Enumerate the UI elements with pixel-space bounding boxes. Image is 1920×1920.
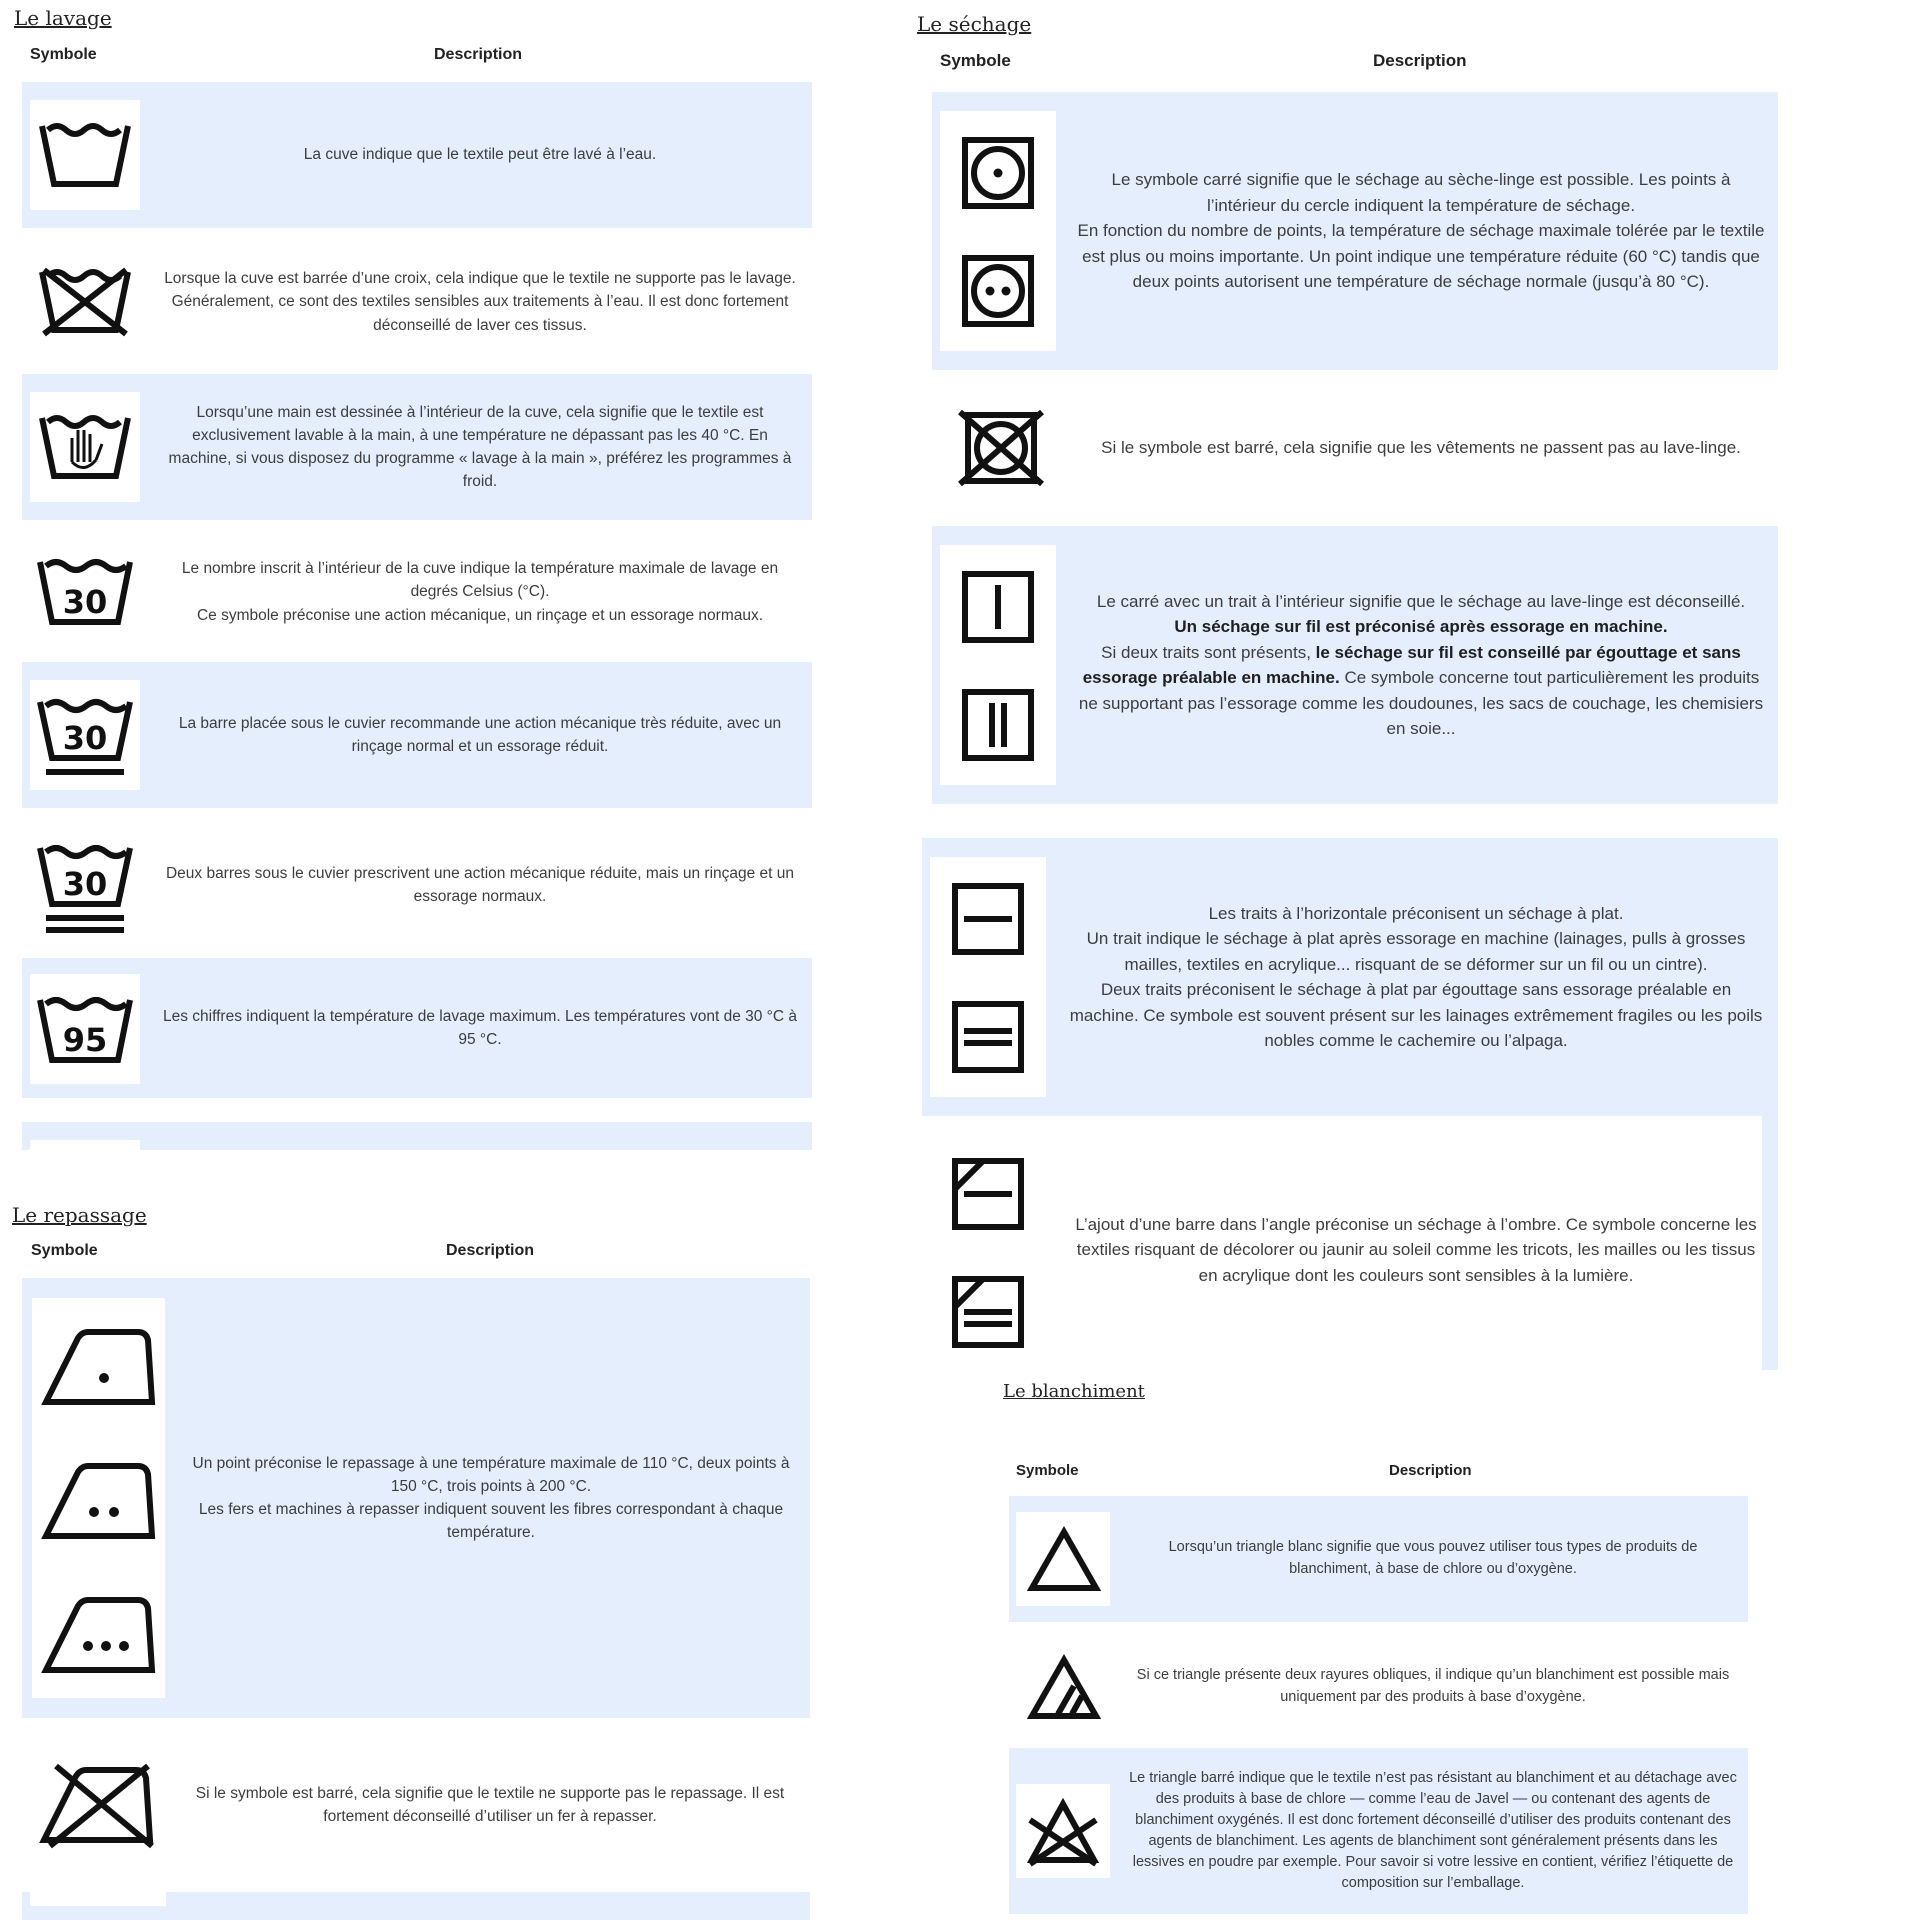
section-title-sechage: Le séchage	[917, 12, 1032, 36]
hand-wash-icon	[40, 412, 130, 484]
temperature-label: 30	[62, 865, 108, 903]
iron-three-dots-icon	[42, 1594, 158, 1676]
symbol-cell	[940, 390, 1056, 506]
row-description: Lorsqu’un triangle blanc signifie que vous pouvez utiliser tous types de produits de blanchiment, à base de chlore ou d’oxygène.	[1168, 1539, 1698, 1577]
symbol-cell	[30, 680, 140, 790]
symbol-cell	[940, 545, 1056, 785]
column-header-symbole: Symbole	[940, 51, 1011, 70]
row-description: Le triangle barré indique que le textile n’est pas résistant au blanchiment et au détachage avec des produits à base de chlore — comme l’eau de Javel — ou contenant des agents de blanchiment oxygénés. Il est donc fortement déconseillé d’utiliser des produits contenant des agents de blanchiment. Les agents de blanchiment sont généralement présents dans les lessives en poudre par exemple. Pour savoir si votre lessive en contient, vérifiez l’étiquette de composition sur l’emballage.	[1129, 1769, 1737, 1892]
row-description	[1076, 526, 1766, 804]
column-header-symbole: Symbole	[1016, 1462, 1079, 1479]
column-header-symbole: Symbole	[30, 46, 97, 63]
bleach-oxygen-only-icon	[1028, 1656, 1100, 1720]
row-description: Si le symbole est barré, cela signifie que le textile ne supporte pas le repassage. Il est fortement déconseillé d’utiliser un fer à repasser.	[195, 1784, 785, 1825]
description-bold: le séchage sur fil est conseillé par égouttage et sans essorage préalable en machine.	[1082, 642, 1741, 687]
dry-in-shade-icon	[952, 1158, 1024, 1230]
section-title-repassage: Le repassage	[12, 1203, 147, 1227]
description-line: Le nombre inscrit à l’intérieur de la cuve indique la température maximale de lavage en degrés Celsius (°C).	[181, 560, 779, 601]
row-gap	[932, 804, 1762, 838]
symbol-cell	[30, 974, 140, 1084]
symbol-cell	[940, 111, 1056, 351]
line-dry-icon	[962, 571, 1034, 643]
do-not-bleach-icon	[1026, 1798, 1100, 1864]
row-description	[180, 1278, 802, 1718]
row-description: La cuve indique que le textile peut être lavé à l’eau.	[303, 146, 657, 164]
column-header-symbole: Symbole	[31, 1242, 98, 1259]
do-not-tumble-dry-icon	[958, 410, 1044, 486]
symbol-cell	[30, 830, 140, 940]
section-title-lavage: Le lavage	[14, 6, 112, 30]
drip-dry-icon	[962, 689, 1034, 761]
description-line: Ce symbole préconise une action mécanique, un rinçage et un essorage normaux.	[196, 606, 764, 624]
description-line: Deux traits préconisent le séchage à plat par égouttage sans essorage préalable en machine. Ce symbole est souvent présent sur les lainages extrêmement fragiles ou les poils nobles comme le cachemire ou l’alpaga.	[1069, 980, 1763, 1050]
description-line: Un trait indique le séchage à plat après essorage en machine (lainages, pulls à grosses mailles, textiles en acrylique... risquant de se déformer sur un fil ou un cintre).	[1086, 929, 1746, 974]
description-bold: Un séchage sur fil est préconisé après essorage en machine.	[1174, 617, 1668, 636]
symbol-cell	[1016, 1512, 1110, 1606]
wash-30-two-bars-icon	[38, 842, 132, 942]
iron-one-dot-icon	[42, 1326, 158, 1408]
section-title-blanchiment: Le blanchiment	[1003, 1381, 1145, 1402]
symbol-cell	[30, 1140, 140, 1152]
description-line: En fonction du nombre de points, la température de séchage maximale tolérée par le textile est plus ou moins importante. Un point indique une température réduite (60 °C) tandis que deux points autorisent une température de séchage normale (jusqu’à 80 °C).	[1077, 221, 1765, 292]
temperature-label: 30	[62, 719, 108, 757]
flat-dry-in-shade-icon	[952, 1276, 1024, 1348]
symbol-cell	[30, 100, 140, 210]
row-description: L’ajout d’une barre dans l’angle préconise un séchage à l’ombre. Ce symbole concerne les textiles risquant de décolorer ou jaunir au soleil comme les tricots, les mailles ou les tissus en acrylique dont les couleurs sont sensibles à la lumière.	[1075, 1214, 1757, 1285]
temperature-label: 95	[62, 1021, 108, 1059]
symbol-cell	[30, 252, 140, 352]
bleach-any-icon	[1028, 1528, 1100, 1592]
row-description: Si le symbole est barré, cela signifie que les vêtements ne passent pas au lave-linge.	[1101, 438, 1741, 458]
wash-95-icon	[38, 994, 132, 1070]
drip-dry-flat-icon	[952, 1001, 1024, 1073]
symbol-cell	[930, 1132, 1046, 1372]
do-not-iron-icon	[40, 1764, 156, 1848]
symbol-cell	[1016, 1784, 1110, 1878]
description-text: Si deux traits sont présents,	[1101, 642, 1316, 662]
wash-tub-icon	[40, 120, 130, 190]
dry-flat-icon	[952, 883, 1024, 955]
tumble-dry-two-dots-icon	[962, 255, 1034, 327]
row-description	[160, 540, 800, 644]
symbol-cell	[930, 857, 1046, 1097]
symbol-cell	[1016, 1640, 1110, 1734]
iron-two-dots-icon	[42, 1460, 158, 1542]
wash-30-icon	[38, 556, 132, 632]
row-description: Lorsque la cuve est barrée d’une croix, cela indique que le textile ne supporte pas le lavage. Généralement, ce sont des textiles sensibles aux traitements à l’eau. Il est donc fortement déconseillé de laver ces tissus.	[164, 270, 796, 334]
temperature-label: 30	[62, 583, 108, 621]
symbol-cell	[30, 1892, 166, 1906]
table-row-partial	[22, 1122, 812, 1150]
symbol-cell	[32, 1298, 165, 1698]
description-line: Les fers et machines à repasser indiquent souvent les fibres correspondant à chaque température.	[198, 1501, 784, 1542]
description-line: Un point préconise le repassage à une température maximale de 110 °C, deux points à 150 °C, trois points à 200 °C.	[192, 1454, 790, 1495]
row-description: Les chiffres indiquent la température de lavage maximum. Les températures vont de 30 °C à 95 °C.	[162, 1007, 797, 1048]
symbol-cell	[30, 540, 140, 650]
row-description: Si ce triangle présente deux rayures obliques, il indique qu’un blanchiment est possible mais uniquement par des produits à base d’oxygène.	[1136, 1667, 1730, 1705]
column-header-description: Description	[1373, 51, 1467, 70]
row-description: Lorsqu’une main est dessinée à l’intérieur de la cuve, cela signifie que le textile est exclusivement lavable à la main, à une température ne dépassant pas les 40 °C. En machine, si vous disposez du programme « lavage à la main », préférez les programmes à froid.	[168, 403, 792, 491]
description-line: Le symbole carré signifie que le séchage au sèche-linge est possible. Les points à l’intérieur du cercle indiquent la température de séchage.	[1111, 170, 1731, 215]
description-text: Ce symbole concerne tout particulièrement les produits ne supportant pas l’essorage comme les doudounes, les sacs de couchage, les chemisiers en soie...	[1078, 668, 1764, 738]
do-not-wash-icon	[40, 266, 130, 336]
column-header-description: Description	[446, 1242, 535, 1259]
tumble-dry-one-dot-icon	[962, 137, 1034, 209]
column-header-description: Description	[1389, 1462, 1472, 1479]
row-description: Deux barres sous le cuvier prescrivent une action mécanique réduite, mais un rinçage et un essorage normaux.	[165, 864, 795, 905]
symbol-cell	[30, 392, 140, 502]
row-description: La barre placée sous le cuvier recommande une action mécanique très réduite, avec un rinçage normal et un essorage réduit.	[178, 714, 782, 755]
wash-30-one-bar-icon	[38, 696, 132, 786]
row-description	[1076, 92, 1766, 370]
description-line: Les traits à l’horizontale préconisent un séchage à plat.	[1208, 903, 1624, 923]
row-description	[1066, 838, 1766, 1116]
column-header-description: Description	[434, 46, 523, 63]
symbol-cell	[30, 1730, 166, 1880]
description-line: Le carré avec un trait à l’intérieur signifie que le séchage au lave-linge est déconseillé.	[1096, 591, 1746, 611]
